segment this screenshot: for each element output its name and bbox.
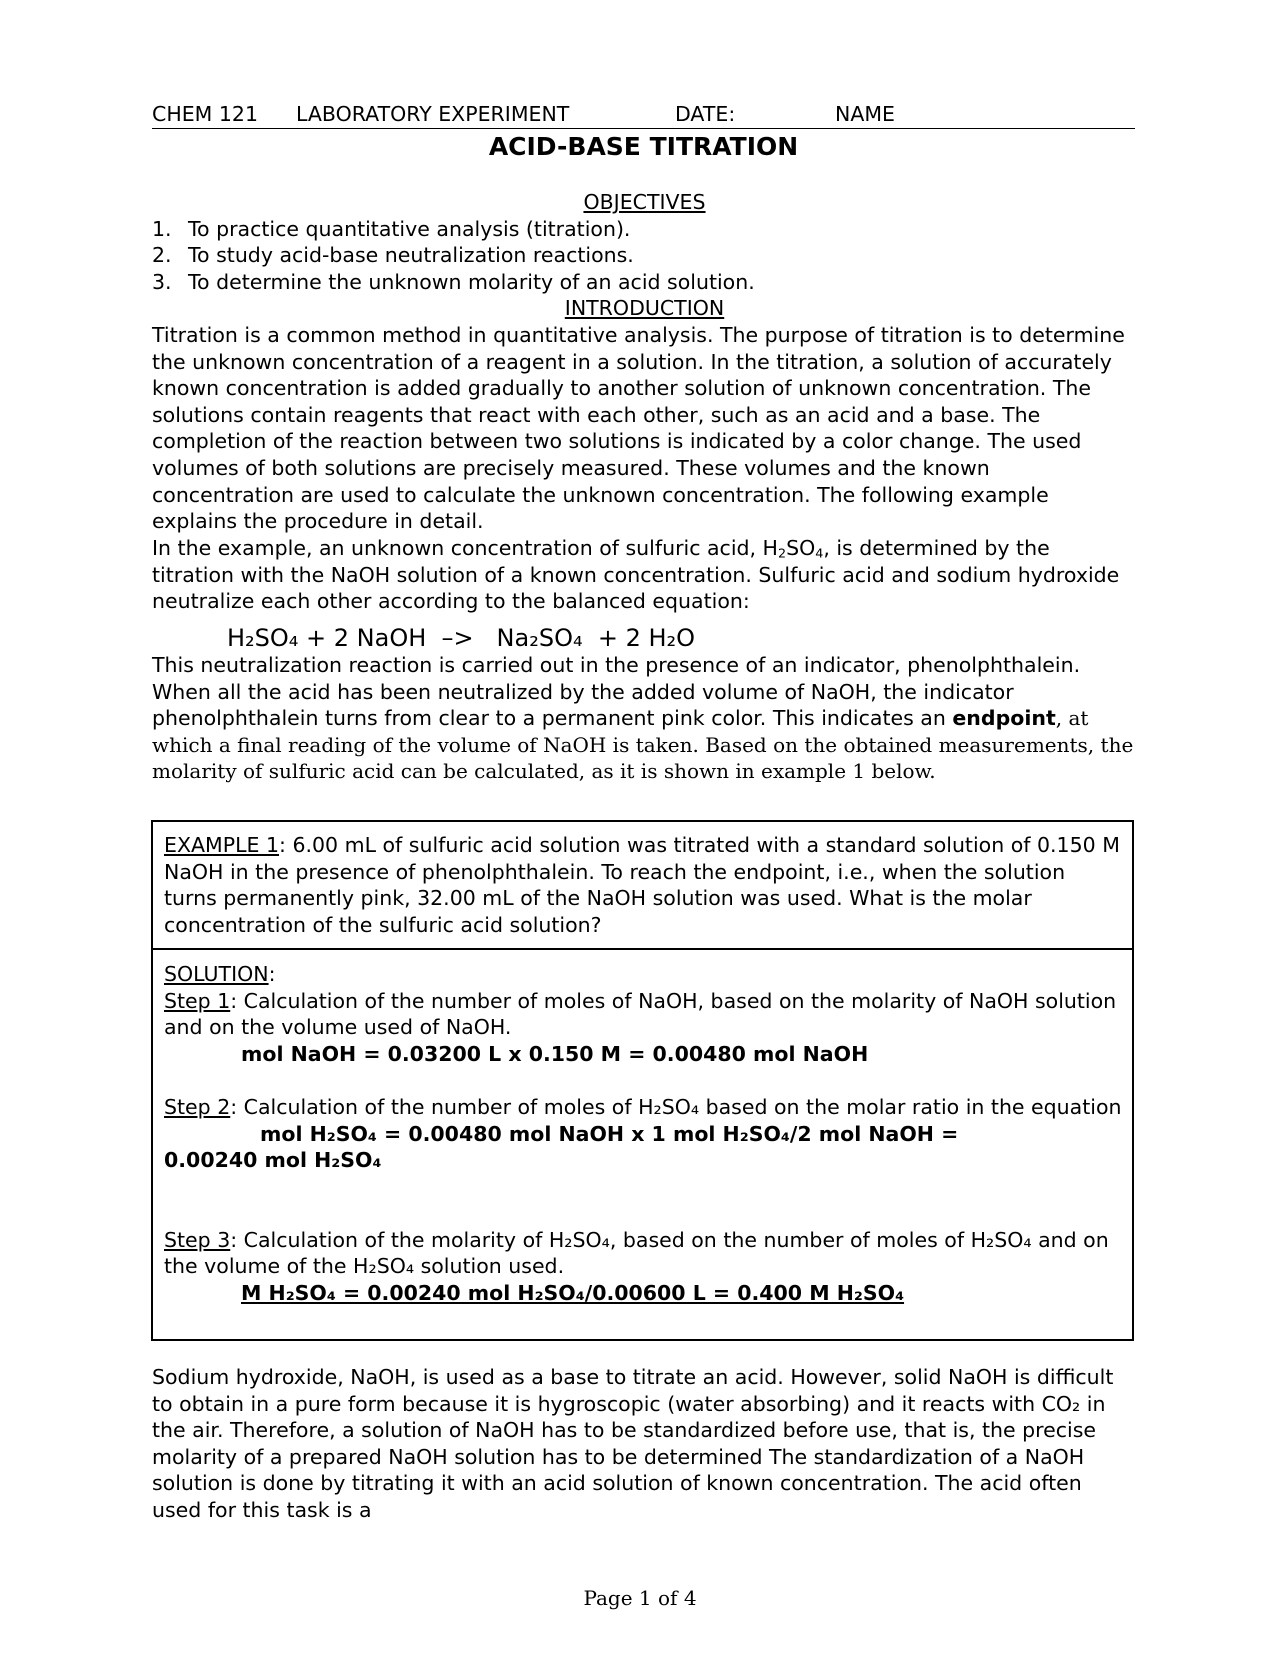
step-1-equation: mol NaOH = 0.03200 L x 0.150 M = 0.00480 mol NaOH: [241, 1041, 869, 1066]
intro-paragraph-1: Titration is a common method in quantitative analysis. The purpose of titration is to determine the unknown concentration of a reagent in a solution. In the titration, a solution of accurately known concentration is added gradually to another solution of unknown concentration. The solutions contain reagents that react with each other, such as an acid and a base. The completion of the reaction between two solutions is indicated by a color change. The used volumes of both solutions are precisely measured. These volumes and the known concentration are used to calculate the unknown concentration. The following example explains the procedure in detail.: [152, 323, 1125, 534]
experiment-label: LABORATORY EXPERIMENT: [296, 102, 570, 126]
intro-paragraph-3: This neutralization reaction is carried out in the presence of an indicator, phenolphthalein. When all the acid has been neutralized by the added volume of NaOH, the indicator phenolphthalein turns from clear to a permanent pink color. This indicates an endpoint, at which a final reading of the volume of NaOH is taken. Based on the obtained measurements, the molarity of sulfuric acid can be calculated, as it is shown in example 1 below.: [152, 653, 1134, 784]
endpoint-term: endpoint: [952, 706, 1056, 731]
objective-item: 2. To study acid-base neutralization reactions.: [152, 243, 634, 268]
equation-reactants: H₂SO₄ + 2 NaOH: [227, 624, 427, 652]
objective-item: 3. To determine the unknown molarity of an acid solution.: [152, 269, 755, 294]
step-2-equation-line2: 0.00240 mol H₂SO₄: [164, 1148, 382, 1173]
document-title: ACID-BASE TITRATION: [488, 132, 799, 161]
equation-products: Na₂SO₄ + 2 H₂O: [496, 624, 696, 652]
name-label: NAME: [835, 102, 895, 126]
example-box: [151, 820, 1134, 950]
objectives-list: [152, 216, 1137, 296]
step-2-equation-line1: mol H₂SO₄ = 0.00480 mol NaOH x 1 mol H₂SO₄/2 mol NaOH =: [260, 1121, 959, 1146]
equation-arrow: –>: [441, 624, 474, 652]
solution-box: SOLUTION: Step 1: Calculation of the number of moles of NaOH, based on the molarity of NaOH solution and on the volume used of NaOH. mol NaOH = 0.03200 L x 0.150 M = 0.00480 mol NaOH Step 2: Calculation of the number of moles of H₂SO₄ based on the molar ratio in the equation mol H₂SO₄ = 0.00480 mol NaOH x 1 mol H₂SO₄/2 mol NaOH = 0.00240 mol H₂SO₄ Step 3: Calculation of the molarity of H₂SO₄, based on the number of moles of H₂SO₄ and on the volume of the H₂SO₄ solution used. M H₂SO₄ = 0.00240 mol H₂SO₄/0.00600 L = 0.400 M H₂SO₄: [151, 948, 1134, 1341]
page-number: Page 1 of 4: [583, 1586, 697, 1610]
step-3-equation: M H₂SO₄ = 0.00240 mol H₂SO₄/0.00600 L = 0.400 M H₂SO₄: [241, 1280, 905, 1305]
header-line: [152, 101, 1135, 129]
course-code: CHEM 121: [152, 102, 259, 126]
example-label: EXAMPLE 1: [164, 833, 280, 857]
example-text: : 6.00 mL of sulfuric acid solution was titrated with a standard solution of 0.150 M NaOH in the presence of phenolphthalein. To reach the endpoint, i.e., when the solution turns permanently pink, 32.00 mL of the NaOH solution was used. What is the molar concentration of the sulfuric acid solution?: [164, 833, 1120, 937]
step-1: Step 1: Calculation of the number of moles of NaOH, based on the molarity of NaOH solution and on the volume used of NaOH.: [164, 988, 1117, 1040]
date-label: DATE:: [675, 102, 736, 126]
objective-item: 1. To practice quantitative analysis (titration).: [152, 216, 631, 241]
intro-paragraph-2: In the example, an unknown concentration of sulfuric acid, $H_2SO_4$, is determined by the titration with the NaOH solution of a known concentration. Sulfuric acid and sodium hydroxide neutralize each other according to the balanced equation:: [152, 536, 1120, 614]
solution-label: SOLUTION: [164, 962, 269, 986]
closing-paragraph: Sodium hydroxide, NaOH, is used as a base to titrate an acid. However, solid NaOH is difficult to obtain in a pure form because it is hygroscopic (water absorbing) and it reacts with CO₂ in the air. Therefore, a solution of NaOH has to be standardized before use, that is, the precise molarity of a prepared NaOH solution has to be determined The standardization of a NaOH solution is done by titrating it with an acid solution of known concentration. The acid often used for this task is a: [152, 1365, 1114, 1522]
step-3: Step 3: Calculation of the molarity of H₂SO₄, based on the number of moles of H₂SO₄ and on the volume of the H₂SO₄ solution used.: [164, 1227, 1109, 1279]
balanced-equation: [227, 623, 695, 653]
objectives-section: [152, 189, 1137, 322]
step-2: Step 2: Calculation of the number of moles of H₂SO₄ based on the molar ratio in the equation: [164, 1094, 1122, 1119]
introduction-heading: INTRODUCTION: [564, 296, 725, 321]
objectives-heading: OBJECTIVES: [583, 190, 706, 214]
